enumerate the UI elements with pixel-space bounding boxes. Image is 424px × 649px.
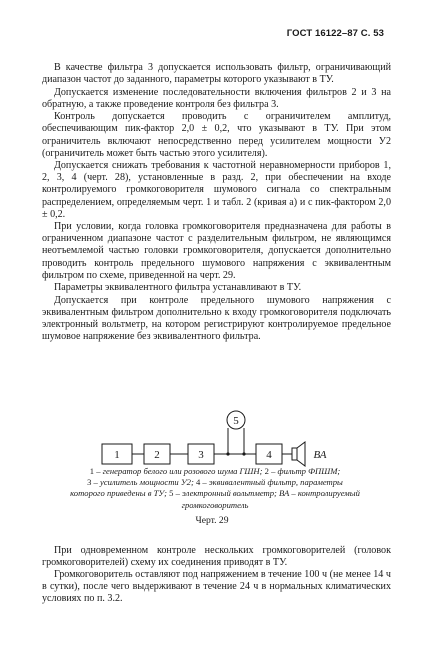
circuit-diagram bbox=[96, 402, 336, 472]
block-label-4: 4 bbox=[266, 449, 272, 461]
paragraph-filter3: В качестве фильтра 3 допускается использовать фильтр, ограничивающий диапазон частот до заданного, параметры которого указывают в ТУ. bbox=[42, 62, 391, 86]
voltmeter-label: 5 bbox=[233, 415, 239, 427]
caption-text-2: – фильтр ФПШМ; bbox=[268, 466, 341, 476]
paragraph-limiter: Контроль допускается проводить с ограничителем амплитуд, обеспечивающим пик-фактор 2,0 ± 0,2, что указывают в ТУ. При этом ограничитель включают непосредственно перед усилителем мощности У2 (ограничитель может быть частью этого усилителя). bbox=[42, 111, 391, 159]
caption-text-6: – контролируемый громкоговоритель bbox=[181, 488, 360, 510]
caption-num-6: ВА bbox=[279, 488, 290, 499]
caption-text-1: – генератор белого или розового шума ГШН; bbox=[94, 466, 265, 476]
paragraph-equivalent-params: Параметры эквивалентного фильтра устанавливают в ТУ. bbox=[54, 282, 302, 294]
caption-num-5: 5 bbox=[169, 488, 174, 499]
paragraph-crossover: При условии, когда головка громкоговорителя предназначена для работы в ограниченном диапазоне частот с разделительным фильтром, не являющимся неотъемлемой частью головки громкоговорителя, допускается дополнительно проводить контроль предельного шумового напряжения с эквивалентным фильтром по схеме, приведенной на черт. 29. bbox=[42, 221, 391, 281]
speaker-cone bbox=[297, 442, 305, 466]
caption-num-2: 2 bbox=[264, 466, 269, 476]
caption-num-1: 1 bbox=[89, 466, 95, 476]
caption-num-4: 4 bbox=[195, 477, 201, 488]
body-text-bottom bbox=[42, 545, 391, 605]
block-label-2: 2 bbox=[154, 449, 160, 461]
caption-text-4: – эквивалентный фильтр, параметры которого приведены в ТУ; bbox=[70, 477, 343, 499]
paragraph-multiple-speakers: При одновременном контроле нескольких громкоговорителей (головок громкоговорителей) схему их соединения приводят в ТУ. bbox=[42, 545, 391, 569]
paragraph-sequence: Допускается изменение последовательности включения фильтров 2 и 3 на обратную, а также проведение контроля без фильтра 3. bbox=[42, 86, 391, 110]
figure-label: Черт. 29 bbox=[195, 515, 229, 526]
body-text-top bbox=[42, 62, 391, 343]
figure-caption bbox=[70, 466, 360, 511]
paragraph-requirements: Допускается снижать требования к частотной неравномерности приборов 1, 2, 3, 4 (черт. 28), установленные в разд. 2, при обеспечении на входе контролируемого громкоговорителя шумового сигнала со спектральным распределением, определяемым черт. 1 и табл. 2 (кривая а) и с пик-фактором 2,0 ± 0,2. bbox=[42, 160, 391, 220]
caption-text-3: – усилитель мощности У2; bbox=[91, 477, 196, 488]
page-header: ГОСТ 16122–87 С. 53 bbox=[286, 28, 384, 39]
block-label-3: 3 bbox=[198, 449, 204, 461]
junction-dot bbox=[226, 452, 229, 455]
paragraph-burn-in: Громкоговоритель оставляют под напряжением в течение 100 ч (не менее 14 ч в сутки), после чего выдерживают в течение 24 ч в нормальных климатических условиях по п. 3.2. bbox=[42, 569, 391, 605]
paragraph-voltmeter: Допускается при контроле предельного шумового напряжения с эквивалентным фильтром дополнительно к входу громкоговорителя подключать электронный вольтметр, на котором регистрируют контролируемое предельное шумовое напряжение без эквивалентного фильтра. bbox=[42, 294, 391, 343]
speaker-label: ВА bbox=[313, 449, 327, 461]
block-label-1: 1 bbox=[114, 449, 120, 461]
speaker-icon bbox=[292, 448, 297, 460]
caption-num-3: 3 bbox=[87, 477, 92, 488]
caption-text-5: – электронный вольтметр; bbox=[173, 488, 280, 499]
junction-dot bbox=[242, 452, 245, 455]
